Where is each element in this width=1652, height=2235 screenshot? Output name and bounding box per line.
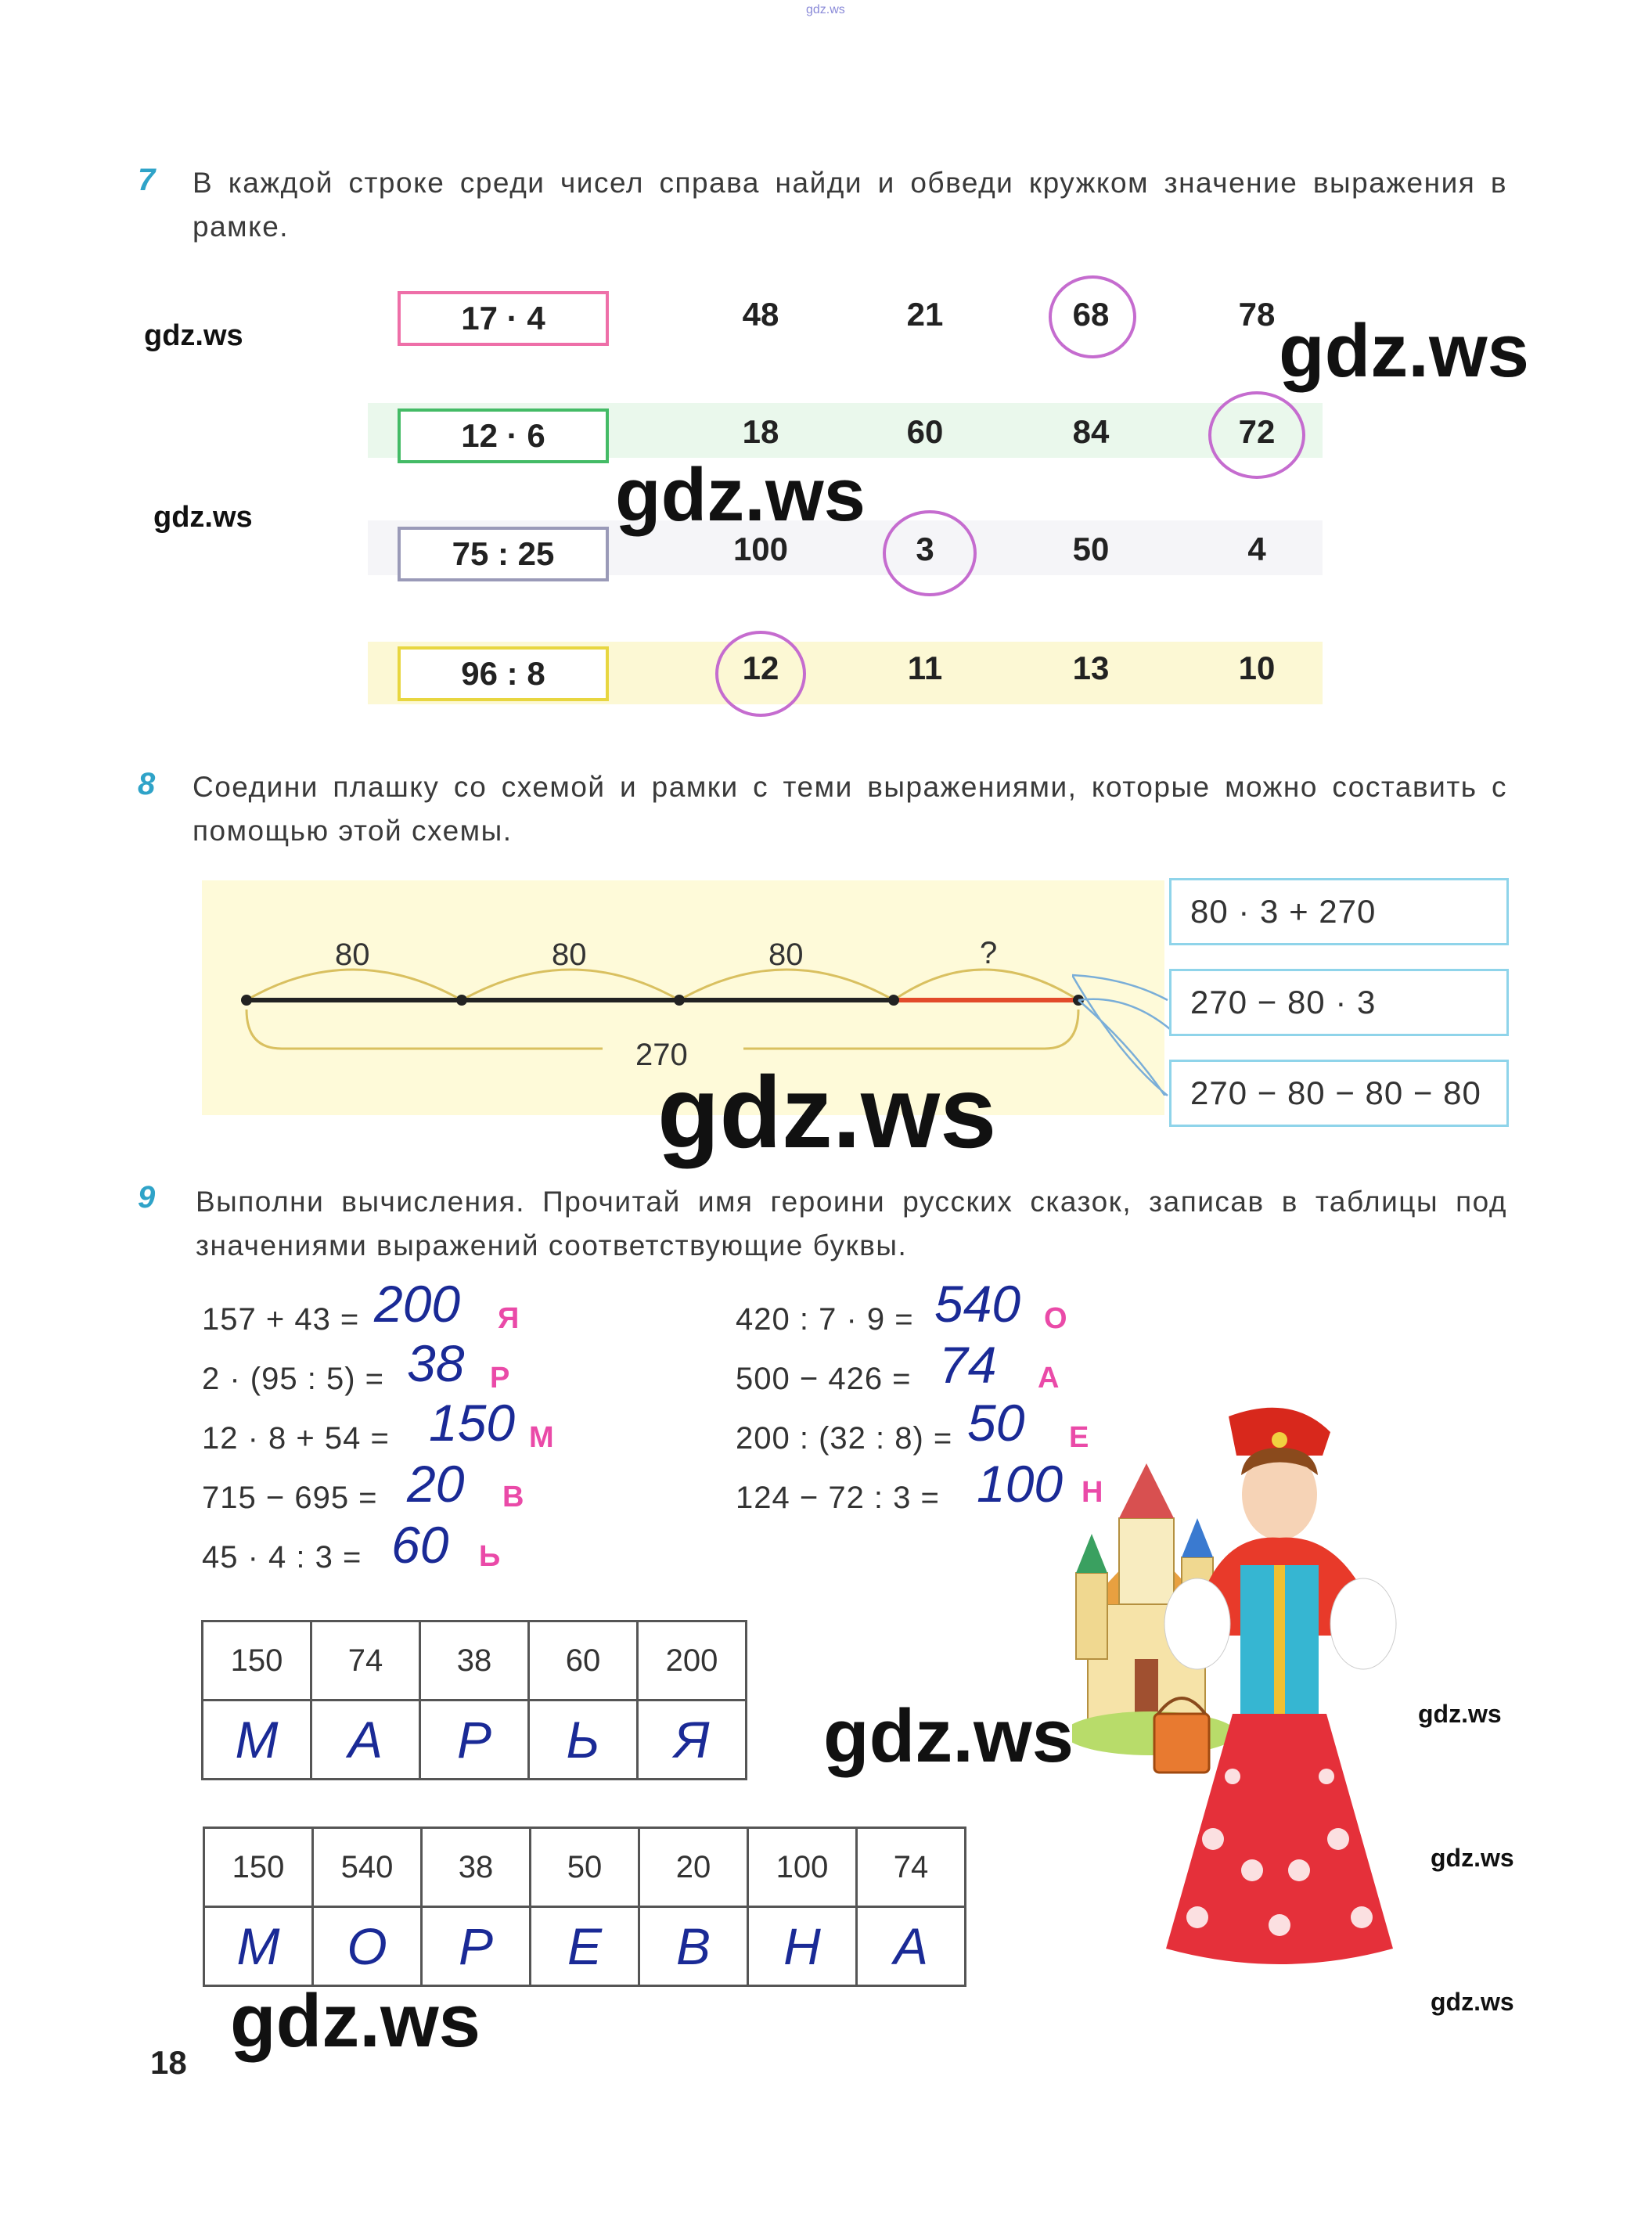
expression-text: 17 · 4 xyxy=(461,300,545,337)
option-number[interactable]: 100 xyxy=(732,531,789,567)
task-9-text: Выполни вычисления. Прочитай имя героини русских сказок, записав в таблицы под значениями выражений соответствующие буквы. xyxy=(196,1186,1507,1261)
answer-table-2 xyxy=(203,1827,966,1987)
table-letter-cell[interactable]: Е xyxy=(531,1907,639,1986)
expression-text: 96 : 8 xyxy=(461,655,545,692)
segment-label: 80 xyxy=(552,938,587,972)
watermark: gdz.ws xyxy=(823,1694,1074,1778)
expression-plate-3[interactable] xyxy=(1169,1060,1509,1127)
option-number[interactable]: 12 xyxy=(742,650,779,686)
table-letter-cell[interactable]: Ь xyxy=(529,1701,638,1780)
option-number[interactable]: 68 xyxy=(1072,296,1110,333)
option-number[interactable]: 21 xyxy=(906,296,944,333)
table-number-cell: 20 xyxy=(639,1828,748,1907)
answer-circle xyxy=(1208,391,1305,479)
connector-to-plate-2 xyxy=(1072,975,1168,1000)
equation-expression: 715 − 695 = xyxy=(202,1481,378,1515)
table-letter-cell[interactable]: О xyxy=(313,1907,422,1986)
table-number-cell: 200 xyxy=(638,1621,747,1701)
watermark: gdz.ws xyxy=(1431,1988,1514,2016)
option-number[interactable]: 78 xyxy=(1238,296,1276,333)
table-number-cell: 38 xyxy=(420,1621,529,1701)
equation-letter: Е xyxy=(1069,1421,1089,1454)
expression-frame xyxy=(398,408,609,463)
answer-circle xyxy=(715,631,806,717)
option-number[interactable]: 18 xyxy=(742,413,779,450)
equation-letter: Р xyxy=(490,1362,510,1395)
equation-expression: 45 · 4 : 3 = xyxy=(202,1540,362,1575)
expression-text: 12 · 6 xyxy=(461,417,545,454)
option-number[interactable]: 50 xyxy=(1072,531,1110,567)
arc-4 xyxy=(894,970,1078,1000)
equation-expression: 500 − 426 = xyxy=(736,1362,912,1396)
table-letter-cell[interactable]: Р xyxy=(422,1907,531,1986)
equation-expression: 420 : 7 · 9 = xyxy=(736,1302,914,1337)
equation-letter: О xyxy=(1044,1302,1067,1335)
option-number[interactable]: 10 xyxy=(1238,650,1276,686)
equation-letter: А xyxy=(1038,1362,1060,1395)
table-number-cell: 38 xyxy=(422,1828,531,1907)
arc-2 xyxy=(462,970,679,1000)
table-number-cell: 100 xyxy=(748,1828,857,1907)
equation-answer[interactable]: 100 xyxy=(977,1455,1064,1513)
watermark: gdz.ws xyxy=(615,453,866,537)
table-number-cell: 150 xyxy=(203,1621,311,1701)
expression-plate-2[interactable] xyxy=(1169,969,1509,1036)
arc-1 xyxy=(247,970,462,1000)
option-number[interactable]: 60 xyxy=(906,413,944,450)
task-8-number: 8 xyxy=(138,767,156,801)
table-number-cell: 74 xyxy=(311,1621,420,1701)
task-7-text: В каждой строке среди чисел справа найди и обведи кружком значение выражения в рамке. xyxy=(193,167,1507,243)
watermark: gdz.ws xyxy=(144,319,243,352)
answer-circle xyxy=(883,510,977,596)
option-number[interactable]: 11 xyxy=(907,650,943,686)
scheme-point xyxy=(888,995,899,1006)
option-number[interactable]: 3 xyxy=(916,531,934,567)
watermark: gdz.ws xyxy=(1279,309,1530,393)
table-letter-cell[interactable]: В xyxy=(639,1907,748,1986)
watermark: gdz.ws xyxy=(657,1055,997,1169)
option-number[interactable]: 72 xyxy=(1238,413,1276,450)
table-number-cell: 540 xyxy=(313,1828,422,1907)
segment-label-unknown: ? xyxy=(980,936,998,970)
plate-text: 80 · 3 + 270 xyxy=(1190,893,1377,930)
connector-lines xyxy=(1072,963,1174,1119)
plate-text: 270 − 80 · 3 xyxy=(1190,984,1377,1020)
equation-letter: Н xyxy=(1082,1476,1103,1509)
expression-frame xyxy=(398,527,609,581)
equation-answer[interactable]: 200 xyxy=(374,1275,461,1333)
watermark: gdz.ws xyxy=(153,501,253,534)
task-9-number: 9 xyxy=(138,1180,156,1215)
option-number[interactable]: 13 xyxy=(1072,650,1110,686)
expression-frame xyxy=(398,291,609,346)
arc-3 xyxy=(679,970,894,1000)
option-number[interactable]: 84 xyxy=(1072,413,1110,450)
table-number-cell: 50 xyxy=(531,1828,639,1907)
option-number[interactable]: 4 xyxy=(1247,531,1266,567)
answer-table-1 xyxy=(201,1620,747,1780)
equation-expression: 12 · 8 + 54 = xyxy=(202,1421,390,1456)
equation-expression: 200 : (32 : 8) = xyxy=(736,1421,953,1456)
scheme-point xyxy=(241,995,252,1006)
equation-answer[interactable]: 540 xyxy=(934,1275,1021,1333)
table-number-cell: 150 xyxy=(204,1828,313,1907)
watermark: gdz.ws xyxy=(1431,1844,1514,1872)
top-source-mark: gdz.ws xyxy=(806,3,845,16)
task-8-text: Соедини плашку со схемой и рамки с теми выражениями, которые можно составить с помощью этой схемы. xyxy=(193,771,1507,847)
table-letter-cell[interactable]: А xyxy=(311,1701,420,1780)
table-letter-cell[interactable]: Р xyxy=(420,1701,529,1780)
page-number: 18 xyxy=(150,2044,187,2081)
table-letter-cell[interactable]: Н xyxy=(748,1907,857,1986)
expression-plate-1[interactable] xyxy=(1169,878,1509,945)
equation-letter: М xyxy=(529,1421,554,1454)
table-letter-cell[interactable]: А xyxy=(857,1907,966,1986)
equation-answer[interactable]: 20 xyxy=(407,1455,465,1513)
fairy-tale-heroine-illustration xyxy=(1072,1401,1432,1996)
equation-expression: 124 − 72 : 3 = xyxy=(736,1481,940,1515)
equation-answer[interactable]: 74 xyxy=(939,1336,997,1394)
watermark: gdz.ws xyxy=(230,1979,481,2063)
equation-answer[interactable]: 38 xyxy=(407,1334,465,1392)
watermark: gdz.ws xyxy=(1418,1700,1502,1728)
table-number-cell: 60 xyxy=(529,1621,638,1701)
equation-answer[interactable]: 150 xyxy=(429,1394,516,1452)
table-letter-cell[interactable]: М xyxy=(204,1907,313,1986)
equation-expression: 157 + 43 = xyxy=(202,1302,360,1337)
total-label: 270 xyxy=(635,1038,688,1072)
segment-label: 80 xyxy=(335,938,370,972)
equation-expression: 2 · (95 : 5) = xyxy=(202,1362,384,1396)
equation-letter: Я xyxy=(498,1302,520,1335)
table-letter-cell[interactable]: М xyxy=(203,1701,311,1780)
task-7-number: 7 xyxy=(138,163,156,197)
scheme-point xyxy=(456,995,467,1006)
expression-frame xyxy=(398,646,609,701)
answer-circle xyxy=(1049,275,1136,358)
plate-text: 270 − 80 − 80 − 80 xyxy=(1190,1074,1481,1111)
option-number[interactable]: 48 xyxy=(742,296,779,333)
scheme-point xyxy=(674,995,685,1006)
segment-label: 80 xyxy=(768,938,804,972)
equation-letter: Ь xyxy=(479,1540,501,1573)
table-letter-cell[interactable]: Я xyxy=(638,1701,747,1780)
expression-text: 75 : 25 xyxy=(452,535,555,572)
equation-letter: В xyxy=(502,1481,524,1513)
table-number-cell: 74 xyxy=(857,1828,966,1907)
equation-answer[interactable]: 60 xyxy=(391,1516,449,1574)
equation-answer[interactable]: 50 xyxy=(967,1394,1025,1452)
